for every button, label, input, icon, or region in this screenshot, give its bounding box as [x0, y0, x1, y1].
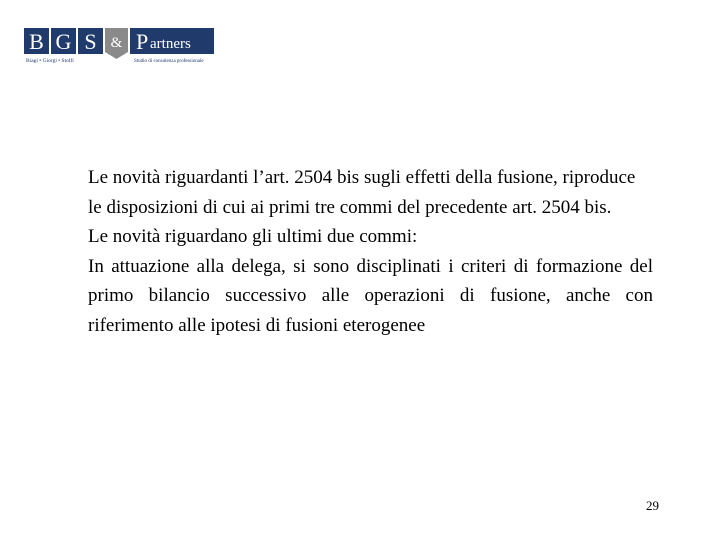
logo-partners-text: artners: [150, 36, 191, 52]
paragraph-3: In attuazione alla delega, si sono disciplinati i criteri di formazione del primo bilancio successivo alle operazioni di fusione, anche con riferimento alle ipotesi di fusioni eterogenee: [88, 255, 653, 336]
logo-letter-s: S: [84, 29, 97, 54]
paragraph-1: Le novità riguardanti l’art. 2504 bis sugli effetti della fusione, riproduce le disposizioni di cui ai primi tre commi del precedente art. 2504 bis.: [88, 167, 636, 218]
page-number: 29: [646, 498, 659, 513]
company-logo: [24, 28, 214, 64]
logo-right-tagline: Studio di consulenza professionale: [134, 59, 204, 64]
slide-body: [88, 163, 653, 340]
logo-letter-g: G: [55, 29, 72, 54]
logo-left-tagline: Biagi • Giorgi • Stolfi: [26, 58, 74, 64]
logo-ampersand: &: [110, 35, 123, 51]
bgs-partners-logo-graphic: [24, 28, 214, 64]
logo-letter-b: B: [29, 29, 44, 54]
logo-partners-initial: P: [136, 29, 149, 54]
paragraph-2: Le novità riguardano gli ultimi due commi:: [88, 226, 418, 247]
